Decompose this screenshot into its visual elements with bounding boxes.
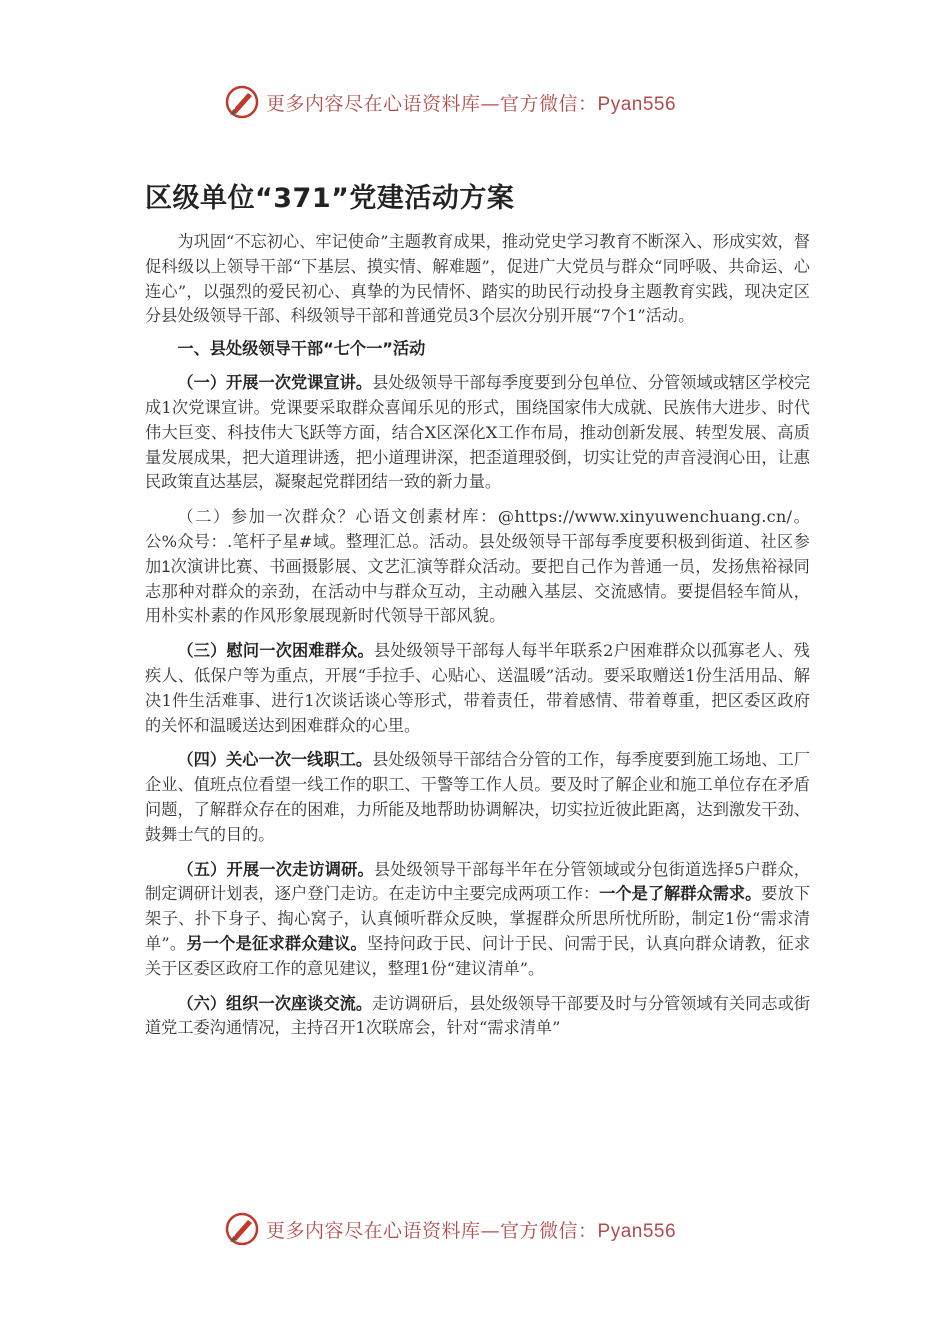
footer-banner (224, 1209, 744, 1249)
section-heading: 一、县处级领导干部“七个一”活动 (177, 339, 426, 359)
banner-text (266, 89, 676, 116)
item-lead: （一）开展一次党课宣讲。 (177, 373, 373, 393)
item-paragraph (145, 371, 810, 495)
item-lead: （四）关心一次一线职工。 (177, 750, 373, 770)
item-text: 坚持问政于民、问计于民、问需于民，认真向群众请教，征求关于区委区政府工作的意见建议，整理1份“建议清单”。 (145, 933, 811, 978)
item-paragraph (145, 858, 810, 982)
item-emphasis: 另一个是征求群众建议。 (186, 933, 367, 953)
banner-text (266, 1216, 676, 1243)
item-emphasis: 一个是了解群众需求。 (599, 884, 762, 904)
item-text: 县处级领导干部每季度要到分包单位、分管领域或辖区学校完成1次党课宣讲。党课要采取群众喜闻乐见的形式，围绕国家伟大成就、民族伟大进步、时代伟大巨变、科技伟大飞跃等方面，结合X区深化X工作布局，推动创新发展、转型发展、高质量发展成果，把大道理讲透，把小道理讲深，把歪道理驳倒，切实让党的声音浸润心田，让惠民政策直达基层，凝聚起党群团结一致的新力量。 (145, 373, 811, 492)
item-paragraph (145, 639, 810, 738)
item-lead: （六）组织一次座谈交流。 (177, 993, 373, 1013)
item-paragraph (145, 992, 810, 1042)
pen-logo-icon (224, 84, 260, 120)
item-text: 走访调研后，县处级领导干部要及时与分管领域有关同志或街道党工委沟通情况，主持召开1次联席会，针对“需求清单” (145, 993, 811, 1038)
document-title: 区级单位“371”党建活动方案 (145, 183, 515, 214)
item-text: 县处级领导干部每半年在分管领域或分包街道选择5户群众，制定调研计划表，逐户登门走访。在走访中主要完成两项工作： (145, 859, 810, 904)
item-text: 县处级领导干部结合分管的工作，每季度要到施工场地、工厂企业、值班点位看望一线工作的职工、干警等工作人员。要及时了解企业和施工单位存在矛盾问题，了解群众存在的困难，力所能及地帮助协调解决，切实拉近彼此距离，达到激发干劲、鼓舞士气的目的。 (145, 750, 811, 844)
item-lead: （三）慰问一次困难群众。 (177, 641, 374, 661)
banner-slogan: 更多内容尽在心语资料库—官方微信： (266, 92, 598, 115)
item-text: 县处级领导干部每季度要积极到街道、社区参加1次演讲比赛、书画摄影展、文艺汇演等群众活动。要把自己作为普通一员，发扬焦裕禄同志那种对群众的亲劲，在活动中与群众互动，主动融入基层、交流感情。要提倡轻车简从，用朴实朴素的作风形象展现新时代领导干部风貌。 (145, 532, 811, 626)
pen-logo-icon (224, 1211, 260, 1247)
banner-slogan: 更多内容尽在心语资料库—官方微信： (266, 1219, 598, 1242)
item-paragraph (145, 505, 810, 629)
intro-paragraph: 为巩固“不忘初心、牢记使命”主题教育成果，推动党史学习教育不断深入、形成实效，督促科级以上领导干部“下基层、摸实情、解难题”，促进广大党员与群众“同呼吸、共命运、心连心”，以强烈的爱民初心、真挚的为民情怀、踏实的助民行动投身主题教育实践，现决定区分县处级领导干部、科级领导干部和普通党员3个层次分别开展“7个1”活动。 (145, 232, 810, 326)
document-body (145, 230, 810, 1051)
item-text: 县处级领导干部每人每半年联系2户困难群众以孤寡老人、残疾人、低保户等为重点，开展“手拉手、心贴心、送温暖”活动。要采取赠送1份生活用品、解决1件生活难事、进行1次谈话谈心等形式，带着责任，带着感情、带着尊重，把区委区政府的关怀和温暖送达到困难群众的心里。 (145, 641, 810, 735)
item-lead: （二）参加一次群众？心语文创素材库：@https://www.xinyuwenchuang.cn/。公%众号：.笔杆子星#域。整理汇总。活动。 (145, 507, 810, 551)
item-lead: （五）开展一次走访调研。 (177, 859, 374, 879)
item-text: 要放下架子、扑下身子、掏心窝子，认真倾听群众反映，掌握群众所思所忧所盼，制定1份“需求清单”。 (145, 884, 811, 953)
header-banner (224, 82, 744, 122)
banner-wechat-id: Pyan556 (597, 1220, 677, 1242)
banner-wechat-id: Pyan556 (597, 93, 677, 115)
item-paragraph (145, 748, 810, 847)
